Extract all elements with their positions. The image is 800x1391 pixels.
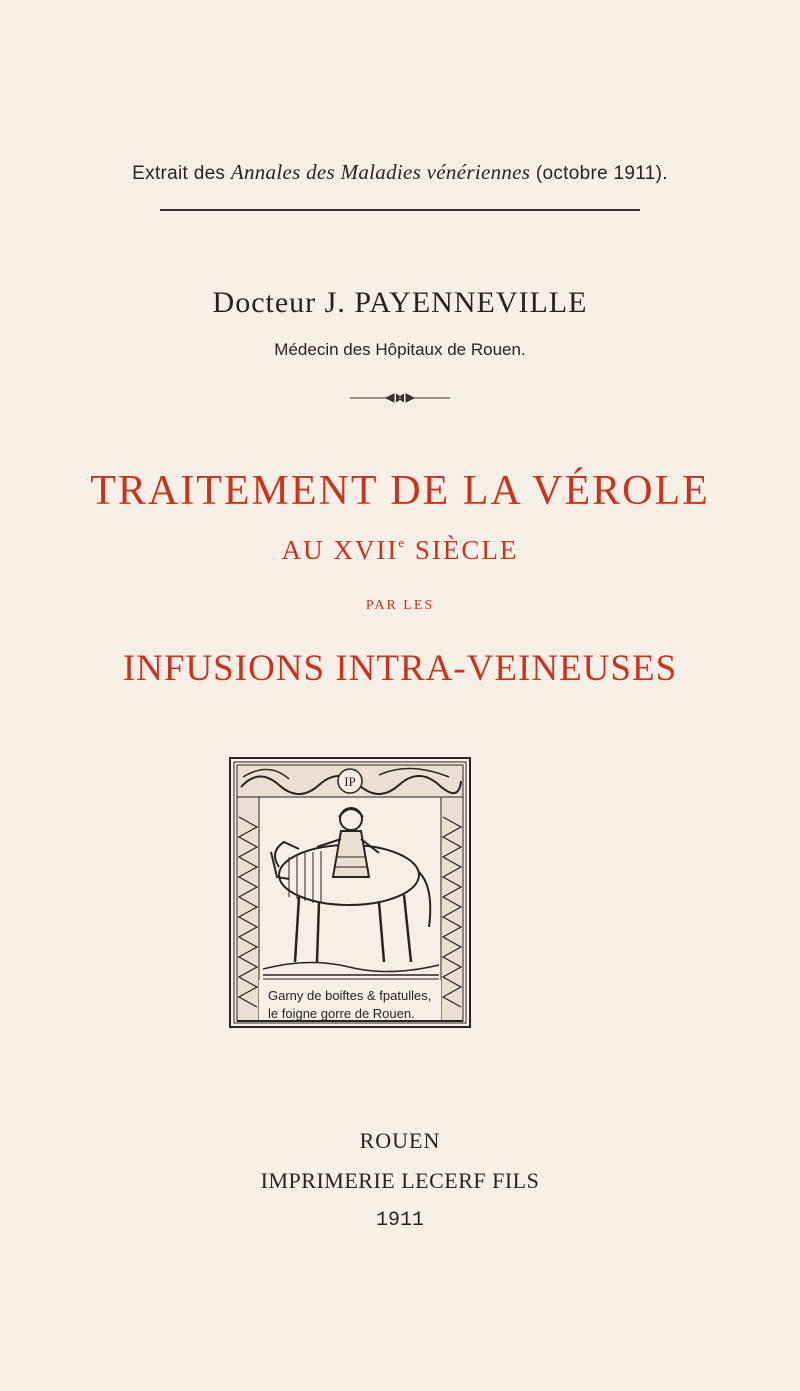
subtitle-infusions: INFUSIONS INTRA-VEINEUSES xyxy=(122,648,678,689)
journal-reference xyxy=(0,160,800,185)
imprint-city: ROUEN xyxy=(359,1128,441,1153)
subtitle-century xyxy=(0,535,800,566)
imprint-year: 1911 xyxy=(375,1209,424,1232)
header-rule xyxy=(160,209,640,211)
woodcut-caption-line2: le foigne gorre de Rouen. xyxy=(268,1006,415,1021)
extract-date: (octobre 1911). xyxy=(535,163,668,184)
author-name: Docteur J. PAYENNEVILLE xyxy=(212,286,588,319)
subtitle-par-les: PAR LES xyxy=(365,598,435,613)
subtitle-suffix: SIÈCLE xyxy=(414,535,519,565)
extract-prefix: Extrait des xyxy=(132,163,226,184)
subtitle-superscript: e xyxy=(398,535,407,550)
subtitle-prefix: AU XVII xyxy=(281,535,399,565)
ornament-divider-icon xyxy=(350,392,450,404)
imprint-printer: IMPRIMERIE LECERF FILS xyxy=(260,1168,540,1193)
main-title: TRAITEMENT DE LA VÉROLE xyxy=(90,468,710,514)
svg-text:IP: IP xyxy=(344,774,356,789)
woodcut-caption-line1: Garny de boiftes & fpatulles, xyxy=(268,988,432,1003)
author-affiliation: Médecin des Hôpitaux de Rouen. xyxy=(274,340,526,359)
journal-title: Annales des Maladies vénériennes xyxy=(230,160,531,184)
